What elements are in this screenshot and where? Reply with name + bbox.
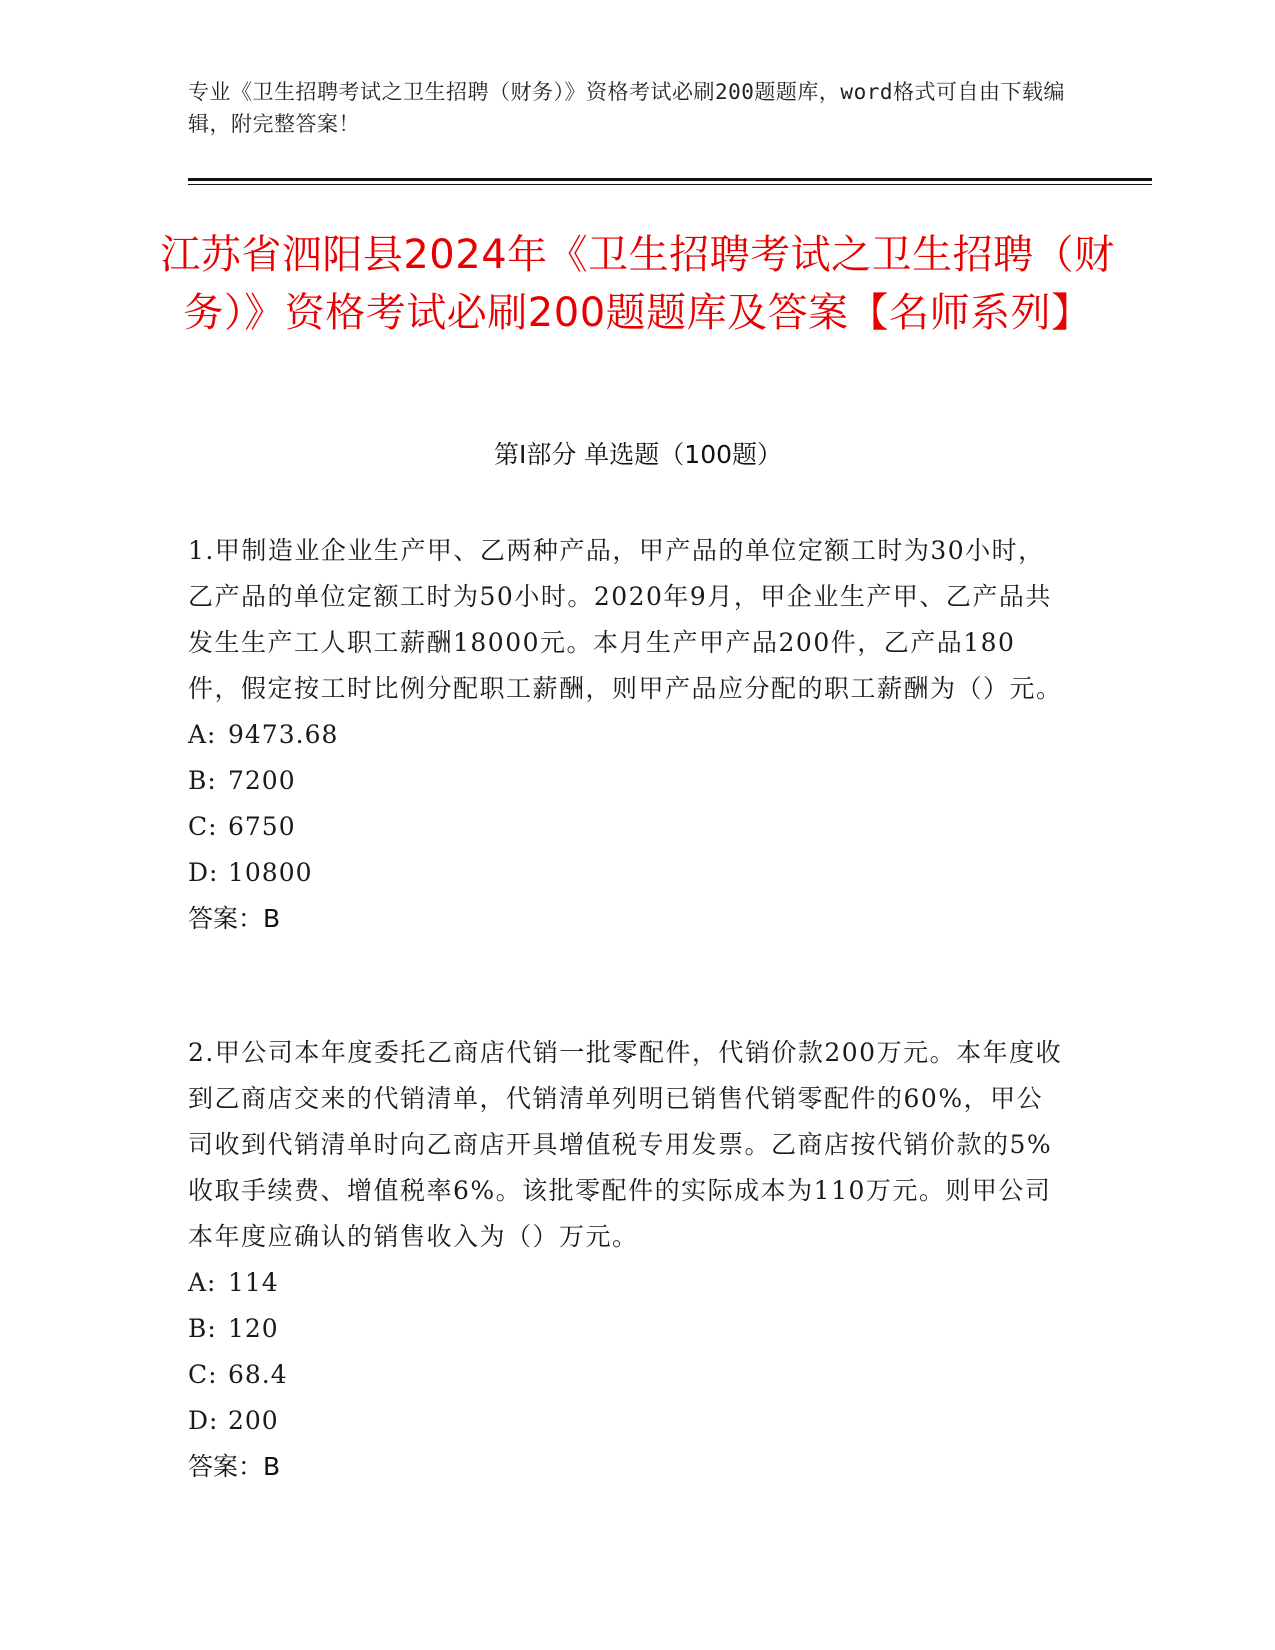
option-a [188,712,1068,758]
document-title: 江苏省泗阳县2024年《卫生招聘考试之卫生招聘（财务）》资格考试必刷200题题库及答案【名师系列】 [160,232,1115,336]
question-1 [188,528,1068,942]
option-a [188,1260,1068,1306]
option-key: B: [188,1314,217,1343]
option-text: 200 [228,1406,279,1435]
option-text: 68.4 [228,1360,288,1389]
header-note: 专业《卫生招聘考试之卫生招聘（财务）》资格考试必刷200题题库，word格式可自由下载编辑，附完整答案！ [188,80,1065,136]
option-text: 9473.68 [228,720,339,749]
option-key: A: [188,1268,217,1297]
question-2 [188,1030,1068,1490]
header-rule-thick [188,178,1152,181]
option-d [188,1398,1068,1444]
option-key: D: [188,1406,219,1435]
option-text: 7200 [228,766,296,795]
answer: 答案：B [188,1452,281,1481]
option-key: D: [188,858,219,887]
option-text: 120 [228,1314,279,1343]
option-key: B: [188,766,217,795]
section-title: 第I部分 单选题（100题） [493,440,783,469]
header-rule-thin [188,184,1152,185]
option-key: C: [188,812,218,841]
option-d [188,850,1068,896]
option-b [188,758,1068,804]
option-b [188,1306,1068,1352]
option-text: 114 [228,1268,279,1297]
option-text: 10800 [228,858,313,887]
answer: 答案：B [188,904,281,933]
option-key: A: [188,720,217,749]
question-stem: 2.甲公司本年度委托乙商店代销一批零配件，代销价款200万元。本年度收到乙商店交来的代销清单，代销清单列明已销售代销零配件的60%，甲公司收到代销清单时向乙商店开具增值税专用发票。乙商店按代销价款的5%收取手续费、增值税率6%。该批零配件的实际成本为110万元。则甲公司本年度应确认的销售收入为（）万元。 [188,1038,1063,1251]
option-c [188,1352,1068,1398]
option-key: C: [188,1360,218,1389]
option-text: 6750 [228,812,296,841]
question-stem: 1.甲制造业企业生产甲、乙两种产品，甲产品的单位定额工时为30小时，乙产品的单位定额工时为50小时。2020年9月，甲企业生产甲、乙产品共发生生产工人职工薪酬18000元。本月生产甲产品200件，乙产品180件，假定按工时比例分配职工薪酬，则甲产品应分配的职工薪酬为（）元。 [188,536,1063,703]
option-c [188,804,1068,850]
